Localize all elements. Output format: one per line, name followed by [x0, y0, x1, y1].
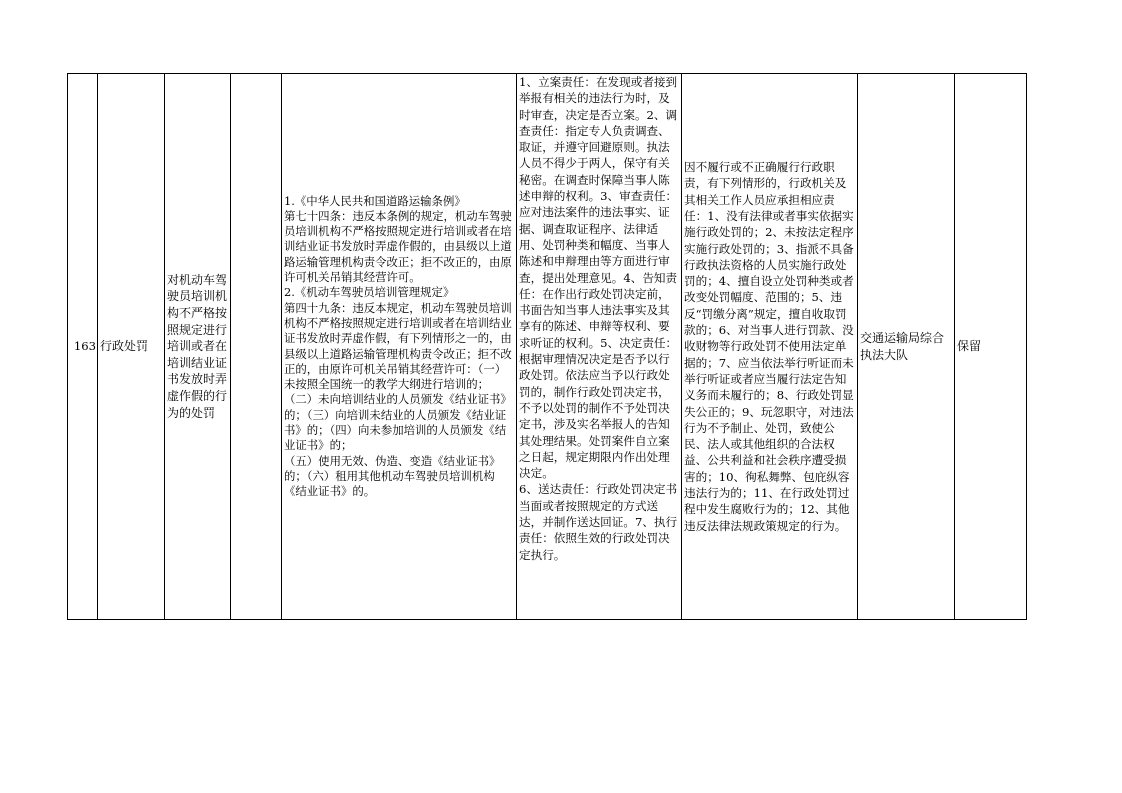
sub-item — [231, 74, 282, 620]
basis-line: （二）未向培训结业的人员颁发《结业证书》的；（三）向培训未结业的人员颁发《结业证书》的；（四）向未参加培训的人员颁发《结业证书》的； — [284, 392, 512, 453]
basis-line: 2.《机动车驾驶员培训管理规定》 — [284, 285, 455, 300]
responsible-department: 交通运输局综合执法大队 — [858, 74, 955, 620]
responsibility-paragraph: 6、送达责任：行政处罚决定书当面或者按照规定的方式送达，并制作送达回证。7、执行责任：依照生效的行政处罚决定执行。 — [519, 482, 678, 562]
basis-line: 1.《中华人民共和国道路运输条例》 — [284, 193, 466, 208]
status-note: 保留 — [955, 74, 1027, 620]
legal-basis — [282, 74, 517, 620]
responsibility-matters — [517, 74, 682, 620]
basis-line: 第七十四条：违反本条例的规定，机动车驾驶员培训机构不严格按照规定进行培训或者在培训结业证书发放时弄虚作假的，由县级以上道路运输管理机构责令改正；拒不改正的，由原许可机关吊销其经营许可。 — [284, 208, 512, 285]
responsibility-paragraph: 1、立案责任：在发现或者接到举报有相关的违法行为时，及时审查，决定是否立案。2、调查责任：指定专人负责调查、取证，并遵守回避原则。执法人员不得少于两人，保守有关秘密。在调查时保障当事人陈述申辩的权利。3、审查责任：应对违法案件的违法事实、证据、调查取证程序、法律适用、处罚种类和幅度、当事人陈述和申辩理由等方面进行审查，提出处理意见。4、告知责任：在作出行政处罚决定前，书面告知当事人违法事实及其享有的陈述、申辩等权利、要求听证的权利。5、决定责任：根据审理情况决定是否予以行政处罚。依法应当予以行政处罚的，制作行政处罚决定书，不予以处罚的制作不予处罚决定书，涉及实名举报人的告知其处理结果。处罚案件自立案之日起，规定期限内作出处理决定。 — [519, 75, 678, 481]
table-row — [68, 74, 1027, 620]
power-type: 行政处罚 — [98, 74, 165, 620]
power-list-table — [67, 73, 1027, 620]
basis-line: （五）使用无效、伪造、变造《结业证书》的；（六）租用其他机动车驾驶员培训机构《结业证书》的。 — [284, 453, 501, 499]
basis-line: 第四十九条：违反本规定，机动车驾驶员培训机构不严格按照规定进行培训或者在培训结业证书发放时弄虚作假，有下列情形之一的，由县级以上道路运输管理机构责令改正；拒不改正的，由原许可机关吊销其经营许可：（一）未按照全国统一的教学大纲进行培训的； — [284, 300, 512, 392]
row-index: 163 — [68, 74, 98, 620]
power-name: 对机动车驾驶员培训机构不严格按照规定进行培训或者在培训结业证书发放时弄虚作假的行为的处罚 — [165, 74, 231, 620]
accountability-cases: 因不履行或不正确履行行政职责，有下列情形的，行政机关及其相关工作人员应承担相应责任：1、没有法律或者事实依据实施行政处罚的；2、未按法定程序实施行政处罚的；3、指派不具备行政执法资格的人员实施行政处罚的；4、擅自设立处罚种类或者改变处罚幅度、范围的；5、违反“罚缴分离”规定，擅自收取罚款的；6、对当事人进行罚款、没收财物等行政处罚不使用法定单据的；7、应当依法举行听证而未举行听证或者应当履行法定告知义务而未履行的；8、行政处罚显失公正的；9、玩忽职守，对违法行为不予制止、处罚，致使公民、法人或其他组织的合法权益、公共利益和社会秩序遭受损害的；10、徇私舞弊、包庇纵容违法行为的；11、在行政处罚过程中发生腐败行为的；12、其他违反法律法规政策规定的行为。 — [682, 74, 858, 620]
